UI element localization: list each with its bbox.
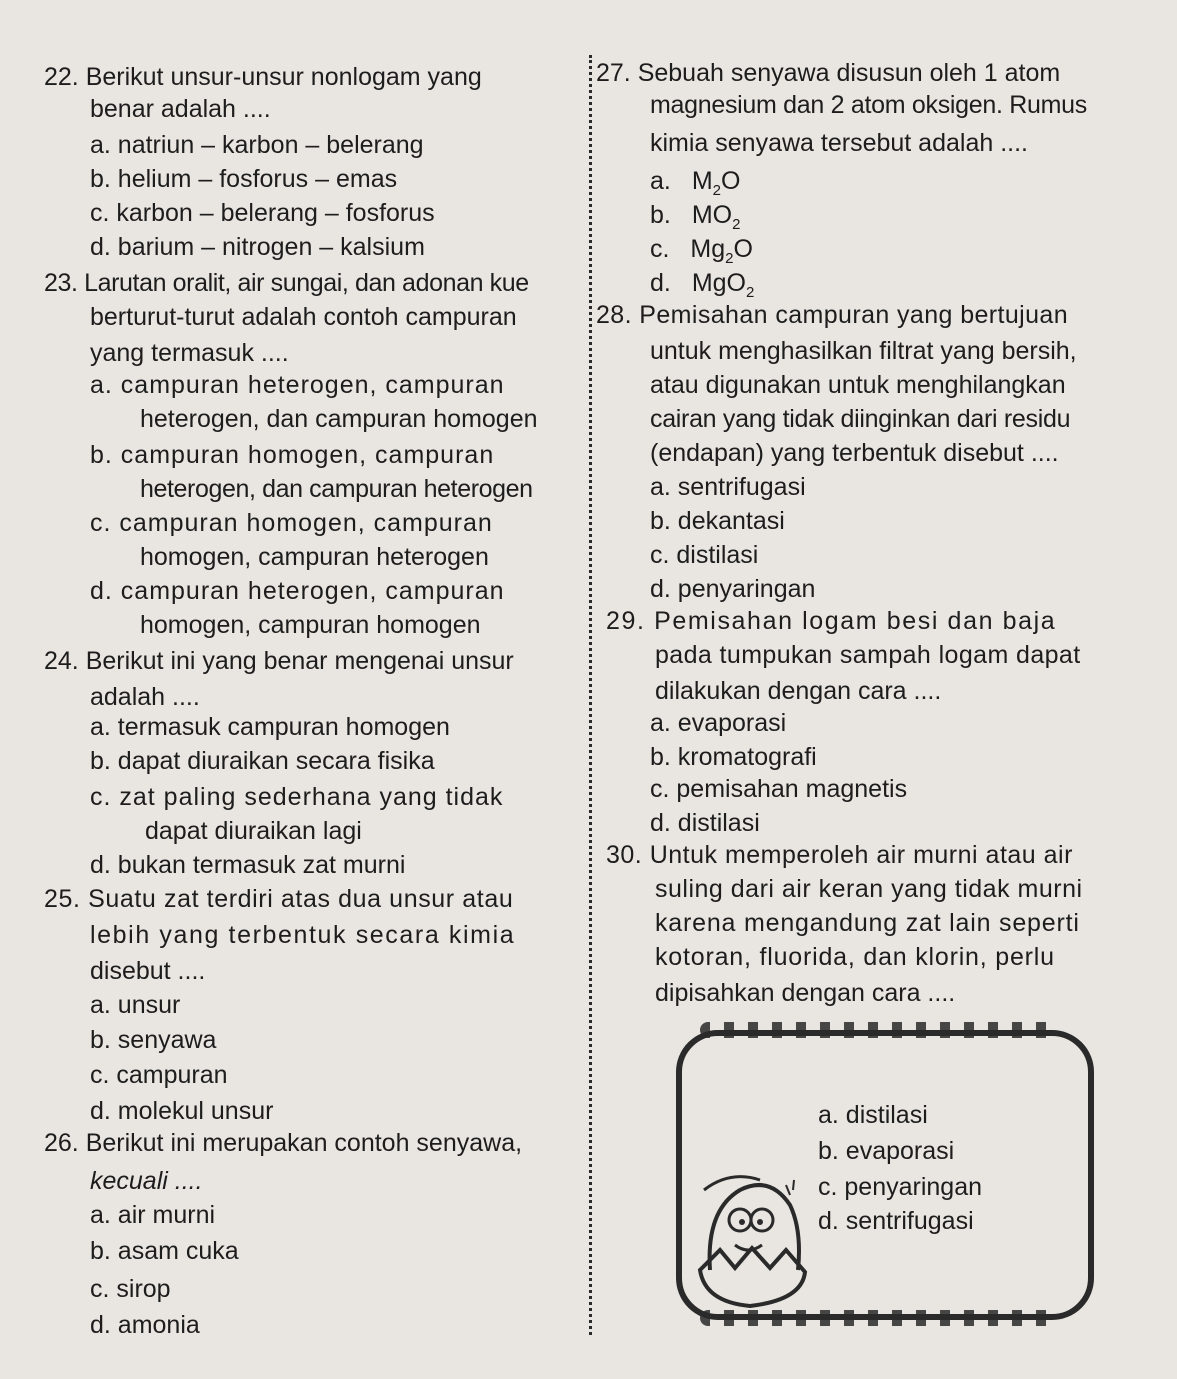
- q28-stem-5: (endapan) yang terbentuk disebut ....: [650, 439, 1059, 467]
- q26-option-b: b. asam cuka: [90, 1237, 239, 1265]
- q23-option-b: b. campuran homogen, campuran: [90, 441, 495, 469]
- q26-stem-2: kecuali ....: [90, 1167, 203, 1195]
- q26-option-a: a. air murni: [90, 1201, 216, 1229]
- q22-stem-1: 22. Berikut unsur-unsur nonlogam yang: [44, 63, 482, 91]
- q22-stem-2: benar adalah ....: [90, 95, 271, 123]
- q24-stem-1: 24. Berikut ini yang benar mengenai unsur: [44, 647, 514, 675]
- q26-option-d: d. amonia: [90, 1311, 200, 1339]
- q30-option-d: d. sentrifugasi: [818, 1207, 974, 1235]
- q29-stem-1: 29. Pemisahan logam besi dan baja: [606, 607, 1057, 635]
- q27-option-d-label: d.: [650, 269, 671, 297]
- q29-option-a: a. evaporasi: [650, 709, 787, 737]
- q23-option-d: d. campuran heterogen, campuran: [90, 577, 505, 605]
- q27-stem-2: magnesium dan 2 atom oksigen. Rumus: [650, 91, 1087, 119]
- q30-stem-1: 30. Untuk memperoleh air murni atau air: [606, 841, 1073, 869]
- q27-stem-1: 27. Sebuah senyawa disusun oleh 1 atom: [596, 59, 1061, 87]
- q25-option-b: b. senyawa: [90, 1026, 217, 1054]
- q26-stem-1: 26. Berikut ini merupakan contoh senyawa,: [44, 1129, 523, 1157]
- q24-option-d: d. bukan termasuk zat murni: [90, 851, 406, 879]
- q23-option-a: a. campuran heterogen, campuran: [90, 371, 505, 399]
- q29-stem-2: pada tumpukan sampah logam dapat: [655, 641, 1081, 669]
- q25-stem-1: 25. Suatu zat terdiri atas dua unsur atau: [44, 885, 514, 913]
- q25-option-c: c. campuran: [90, 1061, 228, 1089]
- q30-stem-5: dipisahkan dengan cara ....: [655, 979, 956, 1007]
- q27-option-c-formula: $Mg_2O$: [690, 235, 753, 267]
- q28-stem-2: untuk menghasilkan filtrat yang bersih,: [650, 337, 1077, 365]
- q27-option-c-label: c.: [650, 235, 670, 263]
- q24-option-a: a. termasuk campuran homogen: [90, 713, 450, 741]
- q22-option-d: d. barium – nitrogen – kalsium: [90, 233, 425, 261]
- q30-option-c: c. penyaringan: [818, 1173, 983, 1201]
- q28-stem-3: atau digunakan untuk menghilangkan: [650, 371, 1066, 399]
- q23-stem-2: berturut-turut adalah contoh campuran: [90, 303, 517, 331]
- q30-option-a: a. distilasi: [818, 1101, 928, 1129]
- q30-stem-3: karena mengandung zat lain seperti: [655, 909, 1080, 937]
- q29-option-c: c. pemisahan magnetis: [650, 775, 908, 803]
- q25-stem-3: disebut ....: [90, 957, 206, 985]
- q27-option-a-label: a.: [650, 167, 671, 195]
- q25-option-d: d. molekul unsur: [90, 1097, 274, 1125]
- q22-option-b: b. helium – fosforus – emas: [90, 165, 398, 193]
- q23-option-b-cont: heterogen, dan campuran heterogen: [140, 475, 533, 503]
- q27-option-c: [650, 234, 753, 267]
- q27-option-a-formula: $M_2O$: [691, 167, 741, 199]
- q27-option-d-formula: MgO$_2$: [691, 269, 755, 301]
- q27-option-a: [650, 166, 741, 199]
- q29-option-d: d. distilasi: [650, 809, 760, 837]
- q23-stem-1: 23. Larutan oralit, air sungai, dan adonan kue: [44, 269, 529, 297]
- q28-option-a: a. sentrifugasi: [650, 473, 806, 501]
- q24-option-b: b. dapat diuraikan secara fisika: [90, 747, 435, 775]
- q24-option-c: c. zat paling sederhana yang tidak: [90, 783, 504, 811]
- q26-option-c: c. sirop: [90, 1275, 171, 1303]
- q22-option-a: a. natriun – karbon – belerang: [90, 131, 424, 159]
- q30-option-b: b. evaporasi: [818, 1137, 955, 1165]
- column-divider: [589, 55, 592, 1335]
- q28-option-c: c. distilasi: [650, 541, 759, 569]
- q30-stem-4: kotoran, fluorida, dan klorin, perlu: [655, 943, 1055, 971]
- q28-option-b: b. dekantasi: [650, 507, 785, 535]
- q23-option-d-cont: homogen, campuran homogen: [140, 611, 481, 639]
- q28-option-d: d. penyaringan: [650, 575, 816, 603]
- q30-stem-2: suling dari air keran yang tidak murni: [655, 875, 1083, 903]
- q23-stem-3: yang termasuk ....: [90, 339, 289, 367]
- q24-option-c-cont: dapat diuraikan lagi: [145, 817, 362, 845]
- q23-option-c-cont: homogen, campuran heterogen: [140, 543, 489, 571]
- q25-stem-2: lebih yang terbentuk secara kimia: [90, 921, 516, 949]
- q29-option-b: b. kromatografi: [650, 743, 817, 771]
- chick-in-egg-icon: [690, 1150, 820, 1320]
- q27-option-d: [650, 268, 755, 301]
- q29-stem-3: dilakukan dengan cara ....: [655, 677, 942, 705]
- q27-option-b-formula: $MO_2$: [691, 201, 741, 233]
- q27-stem-3: kimia senyawa tersebut adalah ....: [650, 129, 1028, 157]
- q27-option-b-label: b.: [650, 201, 671, 229]
- q28-stem-1: 28. Pemisahan campuran yang bertujuan: [596, 301, 1069, 329]
- q27-option-b: [650, 200, 741, 233]
- q28-stem-4: cairan yang tidak diinginkan dari residu: [650, 405, 1071, 433]
- q22-option-c: c. karbon – belerang – fosforus: [90, 199, 435, 227]
- q23-option-a-cont: heterogen, dan campuran homogen: [140, 405, 538, 433]
- q25-option-a: a. unsur: [90, 991, 181, 1019]
- q24-stem-2: adalah ....: [90, 683, 200, 711]
- q23-option-c: c. campuran homogen, campuran: [90, 509, 493, 537]
